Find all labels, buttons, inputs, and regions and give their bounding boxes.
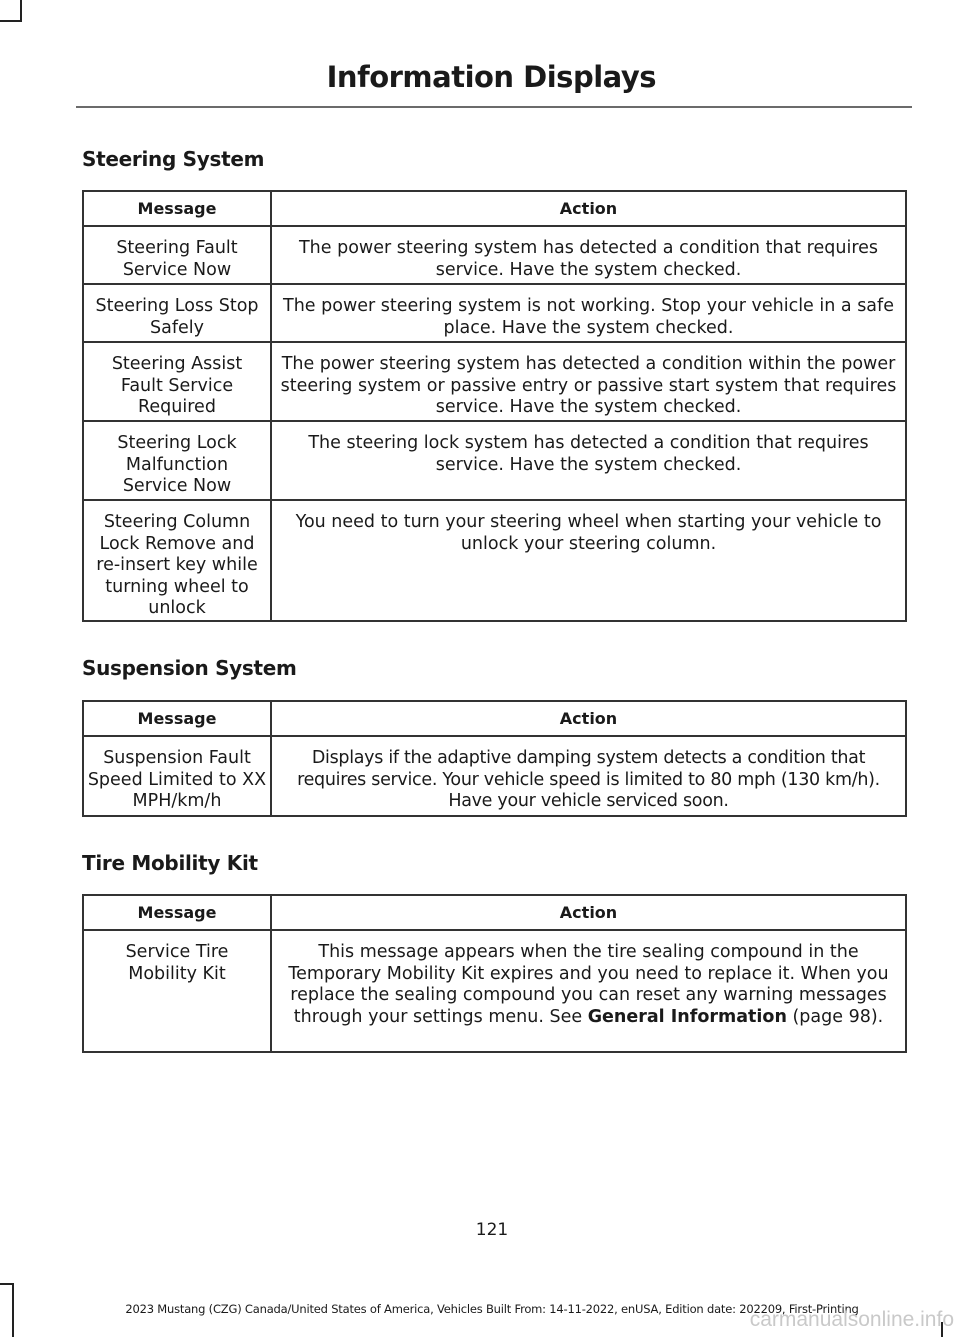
column-header-message: Message (83, 895, 271, 930)
table-header-row (83, 701, 906, 736)
table-row (83, 421, 906, 500)
crop-mark-top-left (20, 0, 22, 22)
table-row (83, 342, 906, 421)
column-header-message: Message (83, 701, 271, 736)
column-header-action: Action (271, 191, 906, 226)
action-cell (271, 930, 906, 1052)
message-cell: Steering Fault Service Now (83, 226, 271, 284)
page-reference: (page 98). (786, 1006, 884, 1027)
message-cell: Service Tire Mobility Kit (83, 930, 271, 1052)
message-cell: Steering Assist Fault Service Required (83, 342, 271, 421)
action-cell: Displays if the adaptive damping system detects a condition that requires service. Your vehicle speed is limited to 80 mph (130 km/h). Have your vehicle serviced soon. (271, 736, 906, 816)
table-row (83, 226, 906, 284)
header-rule (76, 106, 912, 108)
action-cell: The power steering system has detected a condition that requires service. Have the system checked. (271, 226, 906, 284)
column-header-action: Action (271, 701, 906, 736)
column-header-message: Message (83, 191, 271, 226)
column-header-action: Action (271, 895, 906, 930)
message-cell: Steering Lock Malfunction Service Now (83, 421, 271, 500)
table-header-row (83, 191, 906, 226)
tire-mobility-kit-table (82, 894, 907, 1053)
message-cell: Suspension Fault Speed Limited to XX MPH/km/h (83, 736, 271, 816)
suspension-system-table (82, 700, 907, 817)
table-row (83, 500, 906, 621)
message-cell: Steering Loss Stop Safely (83, 284, 271, 342)
watermark: carmanualsonline.info (749, 1308, 954, 1331)
action-cell: You need to turn your steering wheel when starting your vehicle to unlock your steering column. (271, 500, 906, 621)
cross-reference-link[interactable]: General Information (587, 1006, 787, 1027)
crop-mark-top-left-h (0, 20, 22, 22)
page-number: 121 (475, 1220, 509, 1240)
crop-mark-bottom-left-h (0, 1283, 14, 1285)
action-cell: The steering lock system has detected a condition that requires service. Have the system checked. (271, 421, 906, 500)
action-text: This message appears when the tire sealing compound in the Temporary Mobility Kit expires and you need to replace it. When you replace the sealing compound you can reset any warning messages through your settings menu. See (288, 942, 889, 1027)
footer-text: 2023 Mustang (CZG) Canada/United States of America, Vehicles Built From: 14-11-2022, enUSA, Edition date: 202209, First-Printing (125, 1302, 859, 1316)
table-row (83, 284, 906, 342)
steering-system-table (82, 190, 907, 622)
table-row (83, 736, 906, 816)
page-title: Information Displays (326, 60, 656, 94)
table-row (83, 930, 906, 1052)
section-heading-suspension-system: Suspension System (82, 656, 297, 680)
section-heading-tire-mobility-kit: Tire Mobility Kit (82, 851, 258, 875)
section-heading-steering-system: Steering System (82, 147, 265, 171)
table-header-row (83, 895, 906, 930)
action-cell: The power steering system is not working. Stop your vehicle in a safe place. Have the system checked. (271, 284, 906, 342)
message-cell: Steering Column Lock Remove and re-insert key while turning wheel to unlock (83, 500, 271, 621)
action-cell: The power steering system has detected a condition within the power steering system or passive entry or passive start system that requires service. Have the system checked. (271, 342, 906, 421)
